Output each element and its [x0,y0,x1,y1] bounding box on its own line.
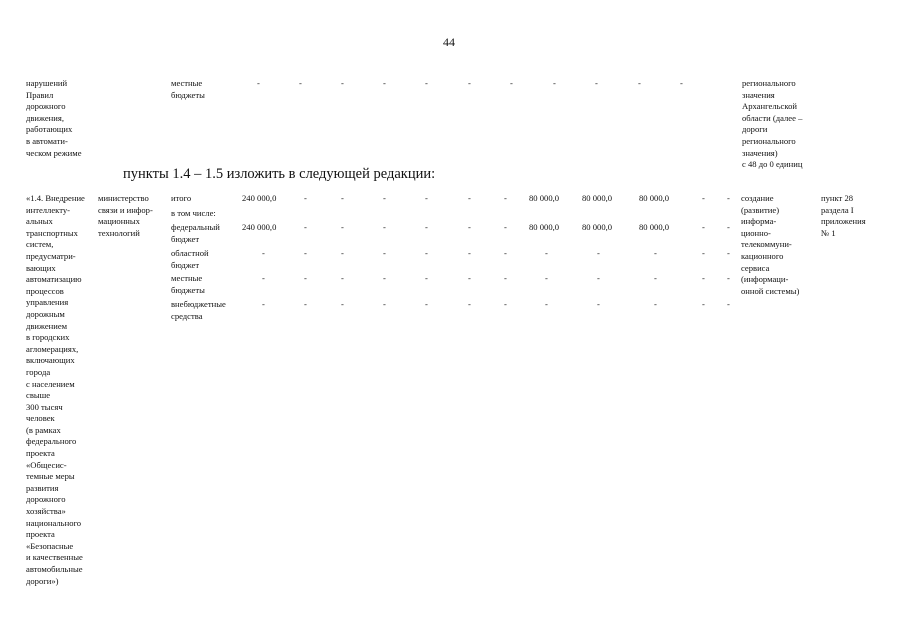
dash-cell: - [504,248,507,258]
dash-cell: - [383,78,386,88]
top-row-description [26,78,82,159]
description-line: вающих [26,262,56,273]
dash-cell: - [341,273,344,283]
dash-cell: - [727,248,730,258]
dash-cell: - [545,248,548,258]
dash-cell: - [304,222,307,232]
result-line: регионального [742,78,796,88]
description-line: проекта [26,448,55,459]
description-line: «Общесис- [26,459,67,470]
dash-cell: - [341,248,344,258]
source-line: местные [171,78,203,88]
result-line: сервиса [741,262,770,273]
result-line: (развитие) [741,204,780,215]
dash-cell: - [383,222,386,232]
dash-cell: - [341,78,344,88]
source-extrabudget-label [171,299,226,322]
dash-cell: - [727,299,730,309]
result-line: создание [741,193,774,203]
dash-cell: - [299,78,302,88]
dash-cell: - [504,273,507,283]
description-line: города [26,366,51,377]
description-line: нарушений [26,78,68,88]
description-line: в городских [26,332,70,343]
dash-cell: - [727,273,730,283]
source-line: областной [171,248,209,258]
dash-cell: - [304,248,307,258]
source-line: местные [171,273,203,283]
result-line: значения) [742,147,778,158]
dash-cell: - [545,273,548,283]
item-1-4-result [741,193,799,297]
dash-cell: - [468,222,471,232]
reference-line: приложения [821,216,866,227]
dash-cell: - [425,193,428,203]
dash-cell: - [638,78,641,88]
page-number: 44 [443,35,455,49]
dash-cell: - [425,273,428,283]
dash-cell: - [504,193,507,203]
dash-cell: - [304,273,307,283]
dash-cell: - [425,248,428,258]
description-line: хозяйства» [26,506,66,517]
result-line: с 48 до 0 единиц [742,159,803,170]
description-line: движения, [26,112,64,123]
item-1-4-executor [98,193,153,239]
description-line: с населением [26,378,75,389]
dash-cell: - [727,193,730,203]
description-line: работающих [26,124,73,135]
source-including-label: в том числе: [171,208,216,218]
description-line: Правил [26,89,54,100]
year-value: 80 000,0 [639,193,670,203]
source-line: бюджеты [171,89,205,100]
description-line: ческом режиме [26,147,82,158]
dash-cell: - [425,78,428,88]
executor-line: мационных [98,216,140,227]
description-line: 300 тысяч [26,401,63,412]
dash-cell: - [257,78,260,88]
year-value: 80 000,0 [639,222,670,232]
item-1-4-reference [821,193,866,239]
year-value: 80 000,0 [582,222,613,232]
top-row-funding-source [171,78,205,101]
description-line: альных [26,216,53,227]
dash-cell: - [468,78,471,88]
description-line: дорожного [26,101,66,112]
result-line: значения [742,89,775,100]
description-line: национального [26,517,82,528]
description-line: (в рамках [26,424,61,435]
result-line: области (далее – [742,112,803,123]
description-line: человек [26,413,55,424]
description-line: темные меры [26,471,75,482]
description-line: развития [26,482,59,493]
dash-cell: - [702,299,705,309]
description-line: дорожным [26,308,65,319]
description-line: «Безопасные [26,540,74,551]
source-total-label: итого [171,193,192,203]
source-line: федеральный [171,222,220,232]
dash-cell: - [304,299,307,309]
description-line: транспортных [26,227,78,238]
dash-cell: - [654,273,657,283]
dash-cell: - [383,299,386,309]
year-value: 80 000,0 [529,193,560,203]
description-line: свыше [26,390,51,401]
dash-cell: - [680,78,683,88]
dash-cell: - [702,273,705,283]
description-line: агломерациях, [26,343,79,354]
year-value: 80 000,0 [582,193,613,203]
dash-cell: - [654,248,657,258]
dash-cell: - [702,222,705,232]
description-line: в автомати- [26,135,68,146]
source-federal-label [171,222,220,245]
dash-cell: - [545,299,548,309]
result-line: информа- [741,216,777,227]
dash-cell: - [702,193,705,203]
dash-cell: - [262,299,265,309]
dash-cell: - [262,248,265,258]
description-line: дороги») [26,575,59,586]
dash-cell: - [597,248,600,258]
dash-cell: - [597,273,600,283]
executor-line: министерство [98,193,149,203]
result-line: ционно- [741,227,771,238]
description-line: автоматизацию [26,274,82,285]
source-line: внебюджетные [171,299,226,309]
item-1-4-description [26,193,85,587]
result-line: телекоммуни- [741,239,792,250]
dash-cell: - [468,248,471,258]
source-line: бюджет [171,259,200,270]
dash-cell: - [654,299,657,309]
top-row-result [742,78,802,171]
description-line: предусматри- [26,250,76,261]
executor-line: связи и инфор- [98,204,153,215]
dash-cell: - [341,299,344,309]
dash-cell: - [383,248,386,258]
dash-cell: - [262,273,265,283]
result-line: дороги [742,124,768,135]
reference-line: пункт 28 [821,193,854,203]
description-line: интеллекту- [26,204,71,215]
dash-cell: - [504,299,507,309]
dash-cell: - [468,299,471,309]
dash-cell: - [341,193,344,203]
dash-cell: - [425,299,428,309]
source-line: средства [171,310,203,321]
description-line: управления [26,297,69,308]
reference-line: № 1 [821,227,836,238]
dash-cell: - [504,222,507,232]
description-line: процессов [26,285,64,296]
source-regional-label [171,248,209,271]
dash-cell: - [597,299,600,309]
dash-cell: - [304,193,307,203]
dash-cell: - [383,193,386,203]
description-line: «1.4. Внедрение [26,193,85,203]
description-line: дорожного [26,494,66,505]
dash-cell: - [595,78,598,88]
dash-cell: - [383,273,386,283]
dash-cell: - [468,273,471,283]
total-value: 240 000,0 [242,193,277,203]
source-line: бюджет [171,233,200,244]
federal-value: 240 000,0 [242,222,277,232]
description-line: включающих [26,355,75,366]
dash-cell: - [468,193,471,203]
result-line: (информаци- [741,274,789,285]
dash-cell: - [702,248,705,258]
description-line: проекта [26,529,55,540]
description-line: и качественные [26,552,83,563]
result-line: Архангельской [742,101,797,112]
reference-line: раздела I [821,204,854,215]
result-line: регионального [742,135,796,146]
dash-cell: - [727,222,730,232]
result-line: кационного [741,250,784,261]
dash-cell: - [425,222,428,232]
description-line: систем, [26,239,54,250]
section-heading: пункты 1.4 – 1.5 изложить в следующей редакции: [123,166,436,182]
description-line: федерального [26,436,77,447]
description-line: автомобильные [26,564,83,574]
source-local-label [171,273,205,296]
description-line: движением [26,320,68,331]
source-line: бюджеты [171,284,205,295]
executor-line: технологий [98,227,140,238]
result-line: онной системы) [741,285,800,296]
dash-cell: - [341,222,344,232]
year-value: 80 000,0 [529,222,560,232]
dash-cell: - [510,78,513,88]
dash-cell: - [553,78,556,88]
